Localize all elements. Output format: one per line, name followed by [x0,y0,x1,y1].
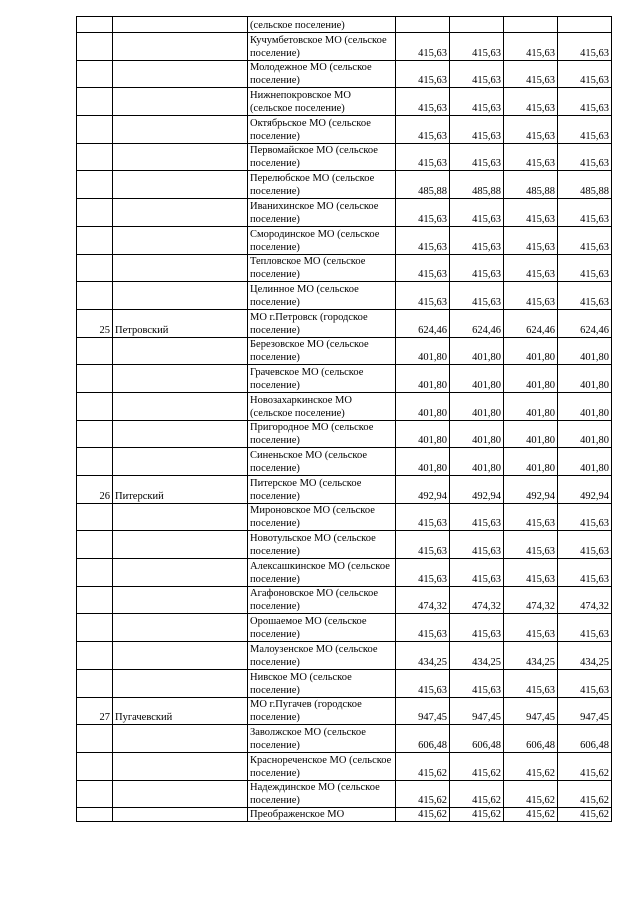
value-cell-3: 401,80 [504,392,558,420]
district-cell [113,33,248,61]
value-cell-3: 434,25 [504,642,558,670]
value-cell-1 [396,17,450,33]
row-number-cell [77,199,113,227]
table-row [77,476,612,504]
value-cell-2: 415,63 [450,254,504,282]
district-cell: Пугачевский [113,697,248,725]
district-cell [113,559,248,587]
row-number-cell: 25 [77,309,113,337]
municipality-cell: Березовское МО (сельское поселение) [248,337,396,365]
value-cell-1: 415,63 [396,669,450,697]
value-cell-2: 415,63 [450,60,504,88]
value-cell-2: 401,80 [450,392,504,420]
municipality-cell: МО г.Пугачев (городское поселение) [248,697,396,725]
value-cell-4: 415,63 [558,60,612,88]
value-cell-2: 415,63 [450,33,504,61]
row-number-cell: 27 [77,697,113,725]
municipality-cell: Тепловское МО (сельское поселение) [248,254,396,282]
row-number-cell [77,531,113,559]
value-cell-2: 415,63 [450,116,504,144]
table-row [77,143,612,171]
municipality-cell: Питерское МО (сельское поселение) [248,476,396,504]
value-cell-4: 492,94 [558,476,612,504]
table-row [77,808,612,822]
value-cell-1: 415,63 [396,199,450,227]
value-cell-2: 624,46 [450,309,504,337]
value-cell-2: 415,62 [450,780,504,808]
value-cell-4: 401,80 [558,392,612,420]
value-cell-3: 415,63 [504,226,558,254]
district-cell [113,586,248,614]
municipality-cell: (сельское поселение) [248,17,396,33]
table-row [77,586,612,614]
tariff-table [76,16,612,822]
municipality-cell: Октябрьское МО (сельское поселение) [248,116,396,144]
district-cell [113,17,248,33]
value-cell-1: 415,63 [396,143,450,171]
row-number-cell [77,337,113,365]
row-number-cell [77,503,113,531]
municipality-cell: Пригородное МО (сельское поселение) [248,420,396,448]
municipality-cell: Орошаемое МО (сельское поселение) [248,614,396,642]
value-cell-1: 947,45 [396,697,450,725]
table-row [77,282,612,310]
value-cell-1: 401,80 [396,392,450,420]
value-cell-3: 401,80 [504,365,558,393]
value-cell-1: 415,63 [396,614,450,642]
municipality-cell: Смородинское МО (сельское поселение) [248,226,396,254]
value-cell-4: 415,62 [558,808,612,822]
table-row [77,531,612,559]
value-cell-1: 401,80 [396,337,450,365]
municipality-cell: Краснореченское МО (сельское поселение) [248,752,396,780]
row-number-cell [77,226,113,254]
value-cell-3: 415,63 [504,60,558,88]
value-cell-3: 415,63 [504,282,558,310]
value-cell-3: 947,45 [504,697,558,725]
value-cell-1: 415,62 [396,780,450,808]
district-cell [113,60,248,88]
value-cell-3: 415,63 [504,503,558,531]
value-cell-1: 415,62 [396,808,450,822]
value-cell-1: 415,63 [396,254,450,282]
district-cell [113,752,248,780]
table-row [77,392,612,420]
row-number-cell [77,808,113,822]
row-number-cell [77,254,113,282]
district-cell [113,171,248,199]
value-cell-2: 474,32 [450,586,504,614]
row-number-cell [77,559,113,587]
value-cell-1: 401,80 [396,448,450,476]
value-cell-2: 415,63 [450,199,504,227]
table-row [77,60,612,88]
value-cell-2: 415,63 [450,559,504,587]
municipality-cell: Кучумбетовское МО (сельское поселение) [248,33,396,61]
value-cell-2: 401,80 [450,365,504,393]
value-cell-4: 401,80 [558,448,612,476]
value-cell-1: 492,94 [396,476,450,504]
value-cell-1: 624,46 [396,309,450,337]
table-row [77,309,612,337]
value-cell-2: 415,62 [450,752,504,780]
table-row [77,254,612,282]
value-cell-3: 401,80 [504,420,558,448]
row-number-cell [77,725,113,753]
value-cell-4: 415,63 [558,33,612,61]
value-cell-2: 492,94 [450,476,504,504]
value-cell-4: 415,62 [558,752,612,780]
value-cell-1: 415,63 [396,88,450,116]
value-cell-4: 415,63 [558,669,612,697]
value-cell-2: 415,63 [450,143,504,171]
value-cell-1: 474,32 [396,586,450,614]
value-cell-3: 415,63 [504,199,558,227]
value-cell-1: 401,80 [396,420,450,448]
table-row [77,725,612,753]
district-cell: Петровский [113,309,248,337]
table-row [77,614,612,642]
value-cell-3: 401,80 [504,448,558,476]
district-cell [113,725,248,753]
row-number-cell [77,143,113,171]
row-number-cell [77,586,113,614]
value-cell-4: 415,63 [558,503,612,531]
value-cell-3: 415,63 [504,614,558,642]
district-cell [113,780,248,808]
district-cell [113,199,248,227]
value-cell-2: 947,45 [450,697,504,725]
district-cell [113,642,248,670]
value-cell-2: 434,25 [450,642,504,670]
value-cell-2: 401,80 [450,337,504,365]
district-cell [113,420,248,448]
row-number-cell [77,752,113,780]
value-cell-3: 415,63 [504,669,558,697]
district-cell [113,226,248,254]
value-cell-4: 401,80 [558,337,612,365]
row-number-cell [77,448,113,476]
value-cell-3: 492,94 [504,476,558,504]
district-cell [113,503,248,531]
table-row [77,503,612,531]
value-cell-1: 415,63 [396,282,450,310]
table-row [77,448,612,476]
value-cell-3: 415,63 [504,88,558,116]
table-row [77,559,612,587]
value-cell-1: 415,63 [396,559,450,587]
value-cell-4: 415,63 [558,254,612,282]
value-cell-4: 415,63 [558,614,612,642]
value-cell-3: 415,62 [504,808,558,822]
value-cell-2: 401,80 [450,448,504,476]
district-cell [113,337,248,365]
value-cell-3: 485,88 [504,171,558,199]
value-cell-4: 415,63 [558,226,612,254]
table-row [77,752,612,780]
district-cell [113,88,248,116]
value-cell-1: 606,48 [396,725,450,753]
district-cell [113,669,248,697]
value-cell-4: 415,63 [558,199,612,227]
value-cell-2: 485,88 [450,171,504,199]
value-cell-4: 606,48 [558,725,612,753]
table-row [77,420,612,448]
district-cell [113,614,248,642]
value-cell-3: 415,62 [504,752,558,780]
table-body [77,17,612,822]
value-cell-1: 415,63 [396,503,450,531]
value-cell-4: 415,63 [558,282,612,310]
table-row [77,33,612,61]
value-cell-3: 415,63 [504,254,558,282]
row-number-cell: 26 [77,476,113,504]
value-cell-2: 415,63 [450,531,504,559]
value-cell-3: 401,80 [504,337,558,365]
value-cell-2: 415,63 [450,88,504,116]
table-row [77,116,612,144]
municipality-cell: Иванихинское МО (сельское поселение) [248,199,396,227]
district-cell [113,808,248,822]
value-cell-2: 415,63 [450,503,504,531]
row-number-cell [77,17,113,33]
table-row [77,697,612,725]
value-cell-1: 434,25 [396,642,450,670]
value-cell-2: 415,63 [450,614,504,642]
value-cell-3: 415,63 [504,559,558,587]
row-number-cell [77,420,113,448]
value-cell-4: 415,63 [558,531,612,559]
municipality-cell: Целинное МО (сельское поселение) [248,282,396,310]
row-number-cell [77,60,113,88]
value-cell-4: 401,80 [558,420,612,448]
table-row [77,199,612,227]
value-cell-4: 415,63 [558,143,612,171]
table-row [77,171,612,199]
row-number-cell [77,780,113,808]
municipality-cell: Синеньское МО (сельское поселение) [248,448,396,476]
row-number-cell [77,171,113,199]
value-cell-4: 434,25 [558,642,612,670]
value-cell-3: 415,62 [504,780,558,808]
row-number-cell [77,33,113,61]
district-cell [113,448,248,476]
district-cell [113,254,248,282]
table-row [77,365,612,393]
municipality-cell: Агафоновское МО (сельское поселение) [248,586,396,614]
table-row [77,226,612,254]
value-cell-1: 401,80 [396,365,450,393]
municipality-cell: Алексашкинское МО (сельское поселение) [248,559,396,587]
value-cell-1: 415,63 [396,60,450,88]
value-cell-3: 606,48 [504,725,558,753]
value-cell-3: 415,63 [504,143,558,171]
value-cell-4: 474,32 [558,586,612,614]
value-cell-2: 606,48 [450,725,504,753]
value-cell-4: 415,63 [558,88,612,116]
municipality-cell: Новотульское МО (сельское поселение) [248,531,396,559]
district-cell [113,392,248,420]
municipality-cell: Мироновское МО (сельское поселение) [248,503,396,531]
district-cell [113,531,248,559]
table-row [77,642,612,670]
municipality-cell: Нивское МО (сельское поселение) [248,669,396,697]
row-number-cell [77,642,113,670]
district-cell [113,365,248,393]
value-cell-3: 415,63 [504,116,558,144]
value-cell-2: 401,80 [450,420,504,448]
row-number-cell [77,282,113,310]
table-row [77,17,612,33]
value-cell-2: 415,63 [450,282,504,310]
municipality-cell: Надеждинское МО (сельское поселение) [248,780,396,808]
row-number-cell [77,392,113,420]
row-number-cell [77,669,113,697]
row-number-cell [77,88,113,116]
value-cell-1: 415,63 [396,116,450,144]
district-cell [113,116,248,144]
table-row [77,88,612,116]
value-cell-3: 474,32 [504,586,558,614]
district-cell [113,282,248,310]
value-cell-2: 415,62 [450,808,504,822]
row-number-cell [77,365,113,393]
value-cell-3: 624,46 [504,309,558,337]
district-cell [113,143,248,171]
row-number-cell [77,614,113,642]
value-cell-1: 415,63 [396,226,450,254]
municipality-cell: Малоузенское МО (сельское поселение) [248,642,396,670]
value-cell-4: 415,63 [558,559,612,587]
municipality-cell: Перелюбское МО (сельское поселение) [248,171,396,199]
value-cell-2: 415,63 [450,669,504,697]
value-cell-1: 415,63 [396,33,450,61]
value-cell-4: 401,80 [558,365,612,393]
table-row [77,669,612,697]
value-cell-4: 624,46 [558,309,612,337]
value-cell-4: 415,63 [558,116,612,144]
value-cell-3: 415,63 [504,33,558,61]
value-cell-1: 485,88 [396,171,450,199]
value-cell-1: 415,63 [396,531,450,559]
municipality-cell: Новозахаркинское МО (сельское поселение) [248,392,396,420]
municipality-cell: Грачевское МО (сельское поселение) [248,365,396,393]
value-cell-2: 415,63 [450,226,504,254]
municipality-cell: Первомайское МО (сельское поселение) [248,143,396,171]
municipality-cell: Молодежное МО (сельское поселение) [248,60,396,88]
value-cell-4: 485,88 [558,171,612,199]
value-cell-4: 415,62 [558,780,612,808]
row-number-cell [77,116,113,144]
municipality-cell: Преображенское МО [248,808,396,822]
table-row [77,337,612,365]
table-row [77,780,612,808]
value-cell-1: 415,62 [396,752,450,780]
value-cell-2 [450,17,504,33]
district-cell: Питерский [113,476,248,504]
value-cell-3: 415,63 [504,531,558,559]
value-cell-4: 947,45 [558,697,612,725]
municipality-cell: Нижнепокровское МО (сельское поселение) [248,88,396,116]
municipality-cell: МО г.Петровск (городское поселение) [248,309,396,337]
value-cell-4 [558,17,612,33]
value-cell-3 [504,17,558,33]
municipality-cell: Заволжское МО (сельское поселение) [248,725,396,753]
